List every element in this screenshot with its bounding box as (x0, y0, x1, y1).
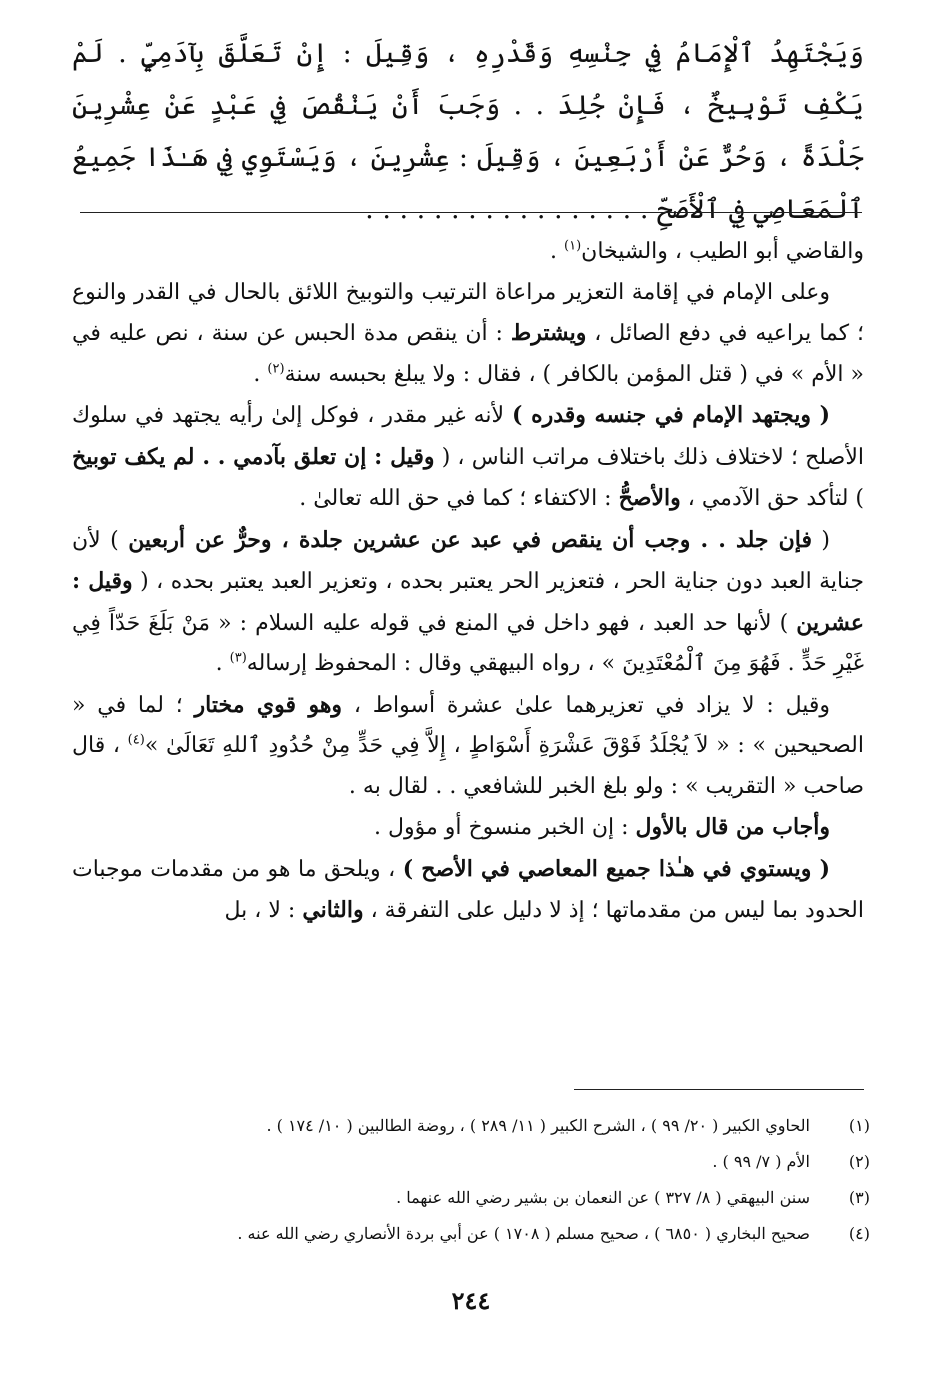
paragraph-6 (72, 807, 864, 849)
bold-run: والثاني (302, 897, 364, 923)
text-run: ، قال صاحب « التقريب » : ولو بلغ الخبر للشافعي . . لقال به . (72, 733, 864, 799)
footnote-number: (٤) (848, 1224, 870, 1243)
text-run: . (550, 239, 565, 264)
footnote-ref[interactable]: (٣) (229, 650, 247, 666)
footnote-text: الحاوي الكبير ( ٢٠/ ٩٩ ) ، الشرح الكبير ( ١١/ ٢٨٩ ) ، روضة الطالبين ( ١٠/ ١٧٤ ) . (266, 1116, 810, 1135)
bold-run: ( ويستوي في هـٰذا جميع المعاصي في الأصح ) (402, 855, 830, 882)
footnote-ref[interactable]: (١) (564, 238, 582, 254)
text-run: ) لأن جناية العبد دون جناية الحر ، فتعزير الحر يعتبر بحده ، وتعزير العبد يعتبر بحده ، ( (72, 527, 864, 594)
footnote-ref[interactable]: (٢) (267, 361, 285, 377)
paragraph-2 (72, 273, 864, 396)
footnote-ref[interactable]: (٤) (127, 732, 145, 748)
text-run: وعلى الإمام في إقامة التعزير مراعاة الترتيب والتوبيخ اللائق بالحال في القدر والنوع ؛ كما يراعيه في دفع الصائل ، (72, 279, 864, 346)
text-run: ) لتأكد حق الآدمي ، (680, 486, 864, 511)
footnote-text: صحيح البخاري ( ٦٨٥٠ ) ، صحيح مسلم ( ١٧٠٨ ) عن أبي بردة الأنصاري رضي الله عنه . (237, 1224, 810, 1243)
text-run: ) لأنها حد العبد ، فهو داخل في المنع في قوله عليه السلام : « مَنْ بَلَغَ حَدّاً فِي غَيْرِ حَدٍّ . فَهُوَ مِنَ ٱلْمُعْتَدِينَ » ، رواه البيهقي وقال : المحفوظ إرساله (72, 610, 864, 676)
footnote (70, 1216, 870, 1252)
bold-run: والأصحُّ (618, 485, 681, 511)
footnote-number: (٢) (848, 1152, 870, 1171)
bold-run: ( ويجتهد الإمام في جنسه وقدره ) (512, 402, 830, 428)
paragraph-4 (72, 520, 864, 685)
paragraph-3 (72, 395, 864, 520)
page-number: ٢٤٤ (451, 1286, 491, 1315)
footnote (70, 1144, 870, 1180)
footnote-text: سنن البيهقي ( ٨/ ٣٢٧ ) عن النعمان بن بشير رضي الله عنهما . (396, 1188, 810, 1207)
text-run: ( (811, 527, 831, 553)
text-run: لأنه غير مقدر ، فوكل إلىٰ رأيه يجتهد في سلوك الأصلح ؛ لاختلاف ذلك باختلاف مراتب الناس ، ( (72, 403, 864, 470)
text-run: . (215, 651, 230, 676)
footnote-text: الأم ( ٧/ ٩٩ ) . (712, 1152, 810, 1171)
bold-run: فإن جلد . . وجب أن ينقص في عبد عن عشرين جلدة ، وحرٌّ عن أربعين (128, 526, 812, 553)
text-run: : أن ينقص مدة الحبس عن سنة ، نص عليه في « الأم » في ( قتل المؤمن بالكافر ) ، فقال : ولا يبلغ بحبسه سنة (72, 321, 864, 387)
matn-text: وَيَجْتَهِدُ ٱلْإِمَامُ فِي جِنْسِهِ وَقَدْرِهِ ، وَقِيلَ : إِنْ تَعَلَّقَ بِآدَمِيٍّ . لَمْ يَكْفِ تَوْبِيخٌ ، فَإِنْ جُلِدَ . . وَجَبَ أَنْ يَنْقُصَ فِي عَبْدٍ عَنْ عِشْرِينَ جَلْدَةً ، وَحُرٌّ عَنْ أَرْبَعِينَ ، وَقِيلَ : عِشْرِينَ ، وَيَسْتَوِي فِي هَـٰذَا جَمِيعُ ٱلْمَعَاصِي فِي ٱلْأَصَحِّ . . . . . . . . . . . . . . . . . (72, 38, 864, 225)
text-run: ، ويلحق ما هو من مقدمات موجبات الحدود بما ليس من مقدماتها ؛ إذ لا دليل على التفرقة ، (72, 856, 864, 923)
bold-run: وقيل : عشرين (72, 568, 865, 636)
paragraph-7 (72, 849, 864, 932)
footnotes (70, 1108, 870, 1252)
footnote-number: (٣) (848, 1188, 870, 1207)
text-run: . (253, 361, 268, 387)
commentary (72, 232, 864, 932)
footnote-number: (١) (848, 1116, 870, 1135)
footnote (70, 1108, 870, 1144)
paragraph-1 (72, 232, 864, 273)
text-run: وقيل : لا يزاد في تعزيرهما علىٰ عشرة أسواط ، (342, 692, 831, 718)
footnote-divider (574, 1089, 864, 1090)
text-run: ؛ لما في « الصحيحين » : « لاَ يُجْلَدُ فَوْقَ عَشْرَةِ أَسْوَاطٍ ، إِلاَّ فِي حَدٍّ مِنْ حُدُودِ ٱللهِ تَعَالَىٰ » (72, 692, 864, 758)
text-run: : إن الخبر منسوخ أو مؤول . (374, 815, 636, 840)
bold-run: وأجاب من قال بالأول (635, 814, 830, 840)
footnote (70, 1180, 870, 1216)
bold-run: وقيل : إن تعلق بآدمي . . لم يكف توبيخ (72, 443, 435, 470)
bold-run: وهو قوي مختار (194, 691, 343, 718)
matn-divider (80, 212, 862, 213)
bold-run: ويشترط (510, 320, 587, 346)
text-run: : الاكتفاء ؛ كما في حق الله تعالىٰ . (299, 486, 619, 511)
text-run: والقاضي أبو الطيب ، والشيخان (581, 239, 864, 264)
text-run: : لا ، بل (224, 898, 303, 923)
paragraph-5 (72, 685, 864, 808)
